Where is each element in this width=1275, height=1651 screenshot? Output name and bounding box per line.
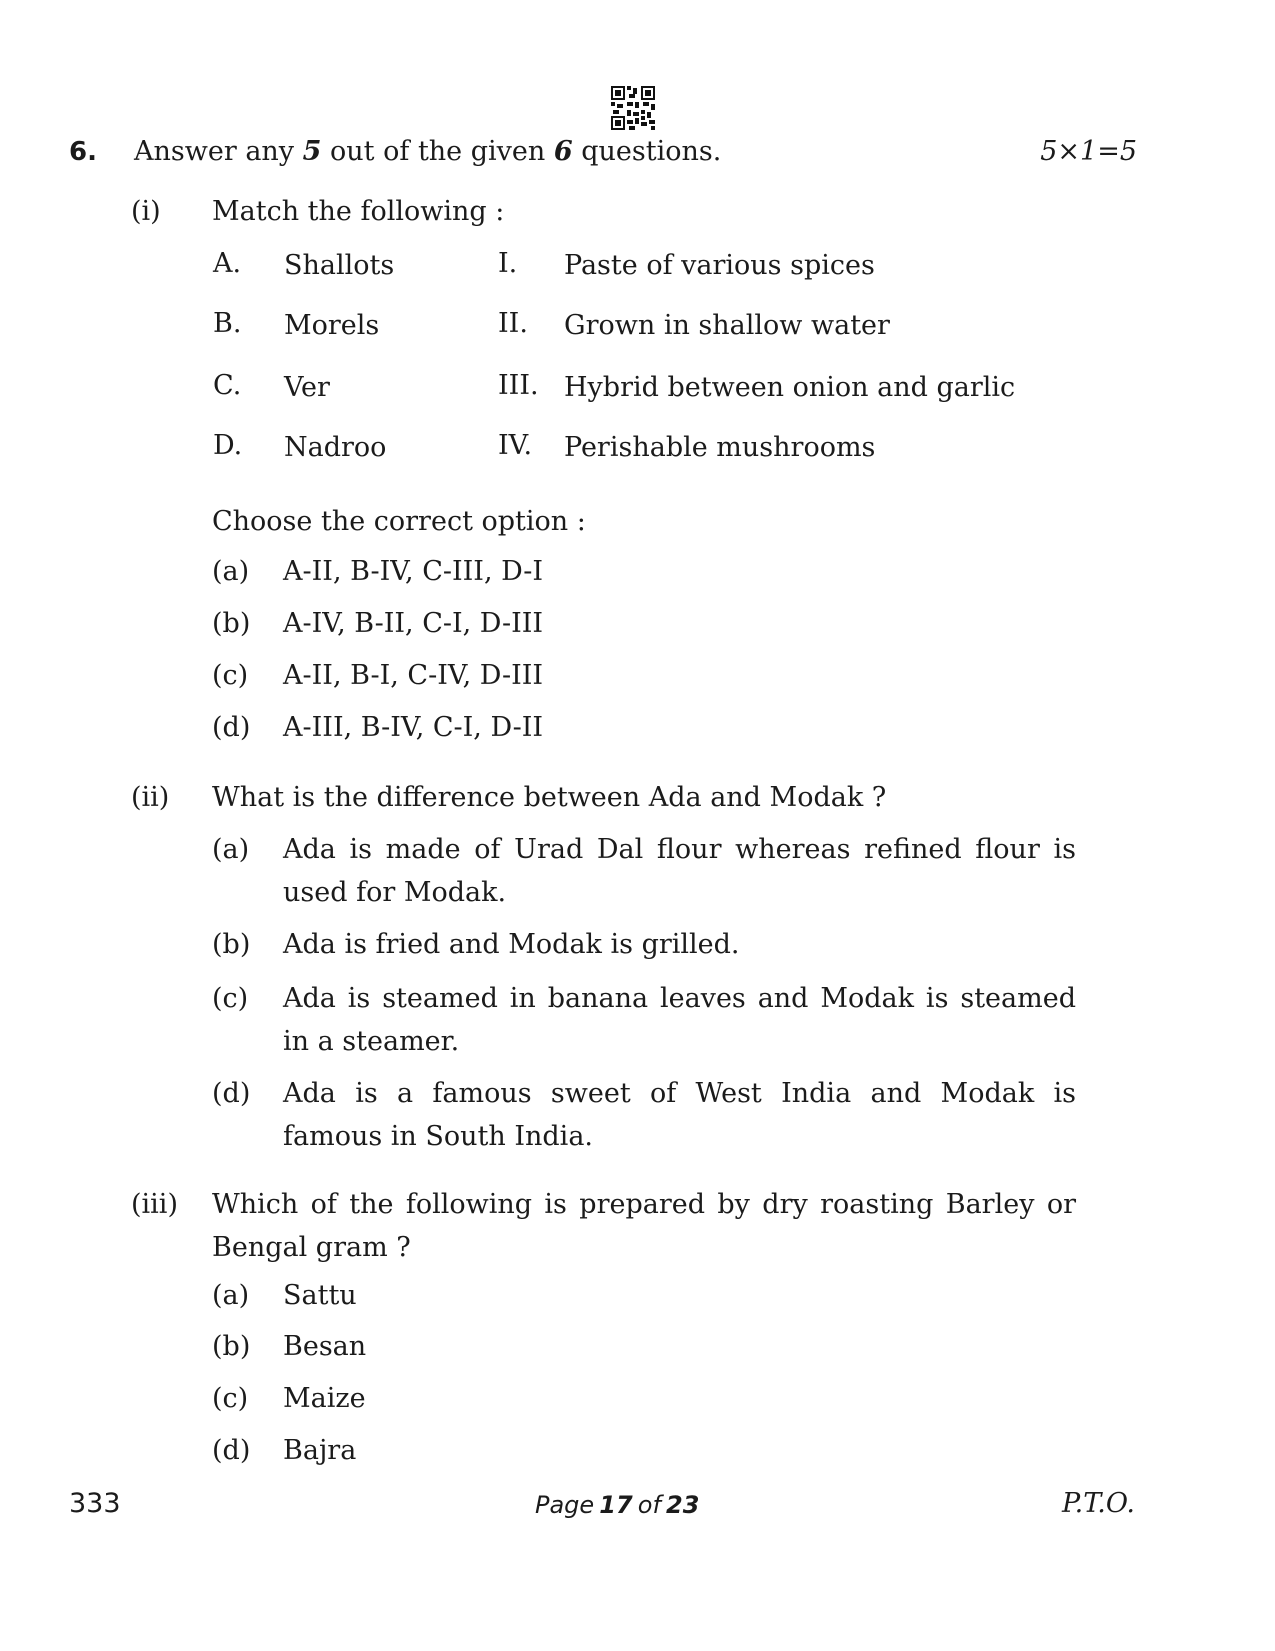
match-left-key: A. [213,248,242,279]
match-left-item: Shallots [284,250,395,281]
subquestion-label-i: (i) [131,196,161,227]
subquestion-prompt-iii: Which of the following is prepared by dry roasting Barley or Bengal gram ? [212,1189,1076,1263]
option-key: (a) [212,556,250,587]
option-key: (b) [212,929,251,960]
match-left-item: Ver [284,372,330,403]
match-right-item: Perishable mushrooms [564,432,876,463]
page-word: Page [535,1491,595,1519]
option-key: (b) [212,608,251,639]
page-indicator [535,1489,699,1524]
match-right-key: I. [498,248,518,279]
option-text: Bajra [283,1435,357,1466]
qr-code-icon [611,86,655,130]
option-key: (c) [212,983,249,1014]
page-total: 23 [666,1491,700,1519]
option-text: A-III, B-IV, C-I, D-II [283,712,544,743]
option-key: (c) [212,660,249,691]
instruction-count-total: 6 [553,136,573,167]
subquestion-label-iii: (iii) [131,1189,178,1220]
match-right-item: Hybrid between onion and garlic [564,372,1016,403]
instruction-text-1: Answer any [134,136,303,167]
match-right-key: IV. [498,430,533,461]
question-number: 6. [69,137,97,167]
match-left-key: B. [213,308,242,339]
instruction-text-3: questions. [572,136,722,167]
option-text: Maize [283,1383,366,1414]
subquestion-label-ii: (ii) [131,782,170,813]
subquestion-prompt-ii: What is the difference between Ada and Modak ? [212,782,887,813]
match-left-key: D. [213,430,243,461]
marks-allocation: 5×1=5 [1040,136,1137,167]
option-key: (a) [212,1280,250,1311]
instruction-count-answer: 5 [302,136,322,167]
match-right-key: II. [498,308,528,339]
subquestion-prompt-i: Match the following : [212,196,505,227]
option-text: A-II, B-I, C-IV, D-III [283,660,544,691]
match-right-item: Paste of various spices [564,250,875,281]
page-current: 17 [599,1491,633,1519]
option-text: Ada is a famous sweet of West India and Modak is famous in South India. [283,1078,1076,1152]
option-key: (d) [212,712,251,743]
option-key: (d) [212,1078,251,1109]
option-text: A-IV, B-II, C-I, D-III [283,608,544,639]
match-right-key: III. [498,370,539,401]
option-key: (b) [212,1331,251,1362]
option-text: Sattu [283,1280,357,1311]
option-key: (a) [212,834,250,865]
page-of-word: of [637,1491,661,1519]
pto-label: P.T.O. [1061,1488,1135,1519]
option-text: Ada is steamed in banana leaves and Modak is steamed in a steamer. [283,983,1076,1057]
choose-instruction: Choose the correct option : [212,506,586,537]
option-text: Ada is fried and Modak is grilled. [283,929,740,960]
option-key: (d) [212,1435,251,1466]
option-text: Besan [283,1331,367,1362]
instruction-text-2: out of the given [321,136,554,167]
option-text: Ada is made of Urad Dal flour whereas refined flour is used for Modak. [283,834,1076,908]
question-instruction [134,136,721,168]
match-left-item: Morels [284,310,380,341]
option-key: (c) [212,1383,249,1414]
match-left-key: C. [213,370,242,401]
match-left-item: Nadroo [284,432,387,463]
option-text: A-II, B-IV, C-III, D-I [283,556,544,587]
match-right-item: Grown in shallow water [564,310,890,341]
paper-code: 333 [69,1488,121,1519]
